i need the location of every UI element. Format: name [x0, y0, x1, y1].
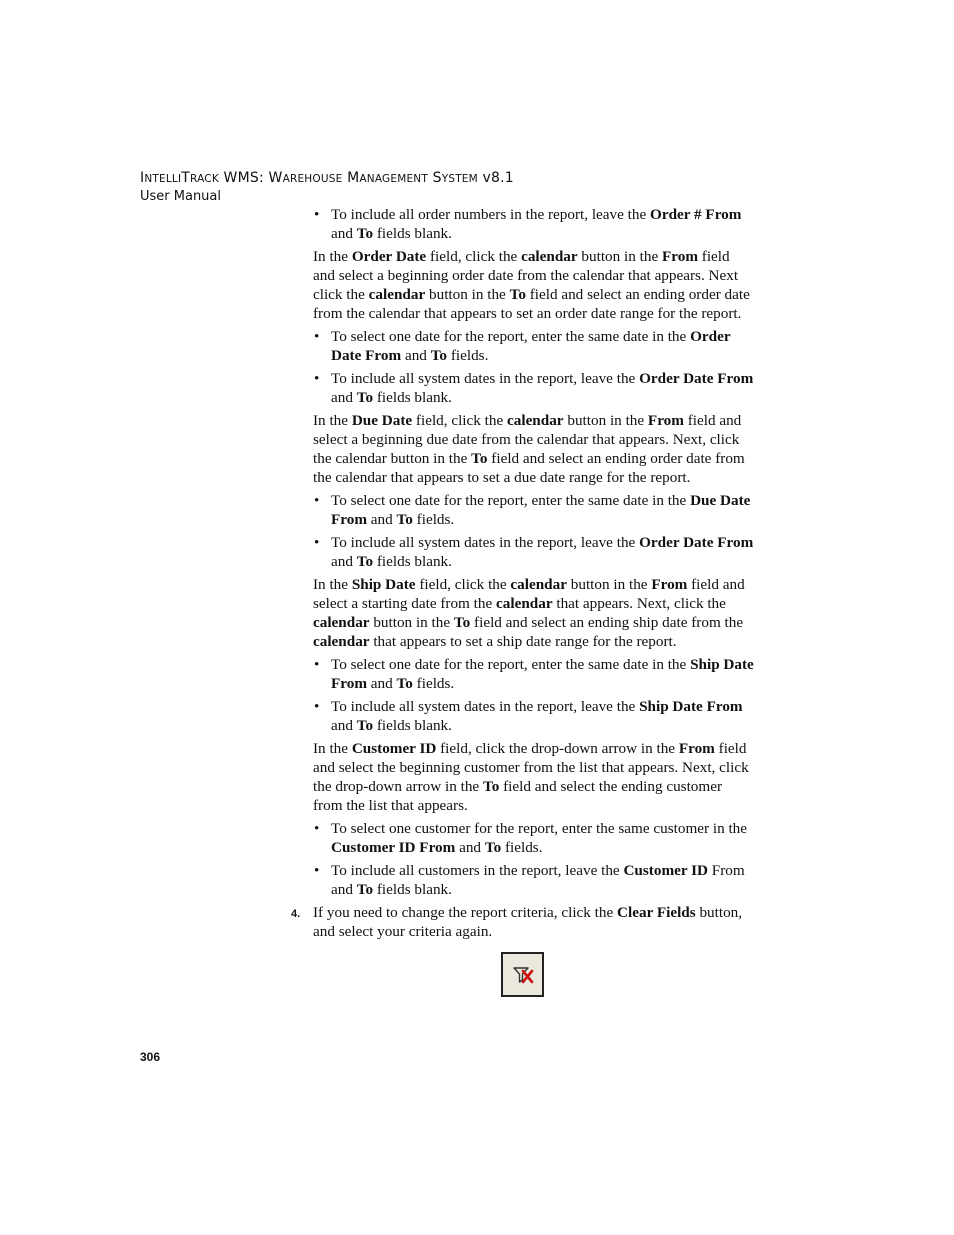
header-title: INTELLITRACK WMS: WAREHOUSE MANAGEMENT SYSTEM v8.1 — [140, 170, 514, 186]
clear-fields-icon — [501, 952, 544, 997]
paragraph-due-date: In the Due Date field, click the calendar button in the From field and select a beginning due date from the calendar that appears. Next, click the calendar button in the To field and select an ending order date from the calendar that appears to set a due date range for the report. — [313, 412, 745, 486]
bullet-order-numbers: • To include all order numbers in the report, leave the Order # From and To fields blank. — [314, 206, 742, 242]
body-text — [291, 205, 755, 945]
page-number: 306 — [140, 1050, 161, 1064]
bullet-customer-single: • To select one customer for the report, enter the same customer in the Customer ID From and To fields. — [314, 820, 748, 856]
bullet-ship-date-single: • To select one date for the report, enter the same date in the Ship Date From and To fields. — [314, 656, 754, 692]
bullet-due-date-single: • To select one date for the report, enter the same date in the Due Date From and To fields. — [314, 492, 751, 528]
paragraph-ship-date: In the Ship Date field, click the calendar button in the From field and select a starting date from the calendar that appears. Next, click the calendar button in the To field and select an ending ship date from the calendar that appears to set a ship date range for the report. — [313, 576, 745, 650]
clear-fields-button[interactable] — [501, 952, 544, 997]
step-4: 4. If you need to change the report criteria, click the Clear Fields button, and select your criteria again. — [291, 904, 743, 940]
step-number: 4. — [291, 908, 301, 920]
bullet-ship-date-all: • To include all system dates in the report, leave the Ship Date From and To fields blank. — [314, 698, 743, 734]
bullet-order-date-all: • To include all system dates in the report, leave the Order Date From and To fields blank. — [314, 370, 754, 406]
bullet-due-date-all: • To include all system dates in the report, leave the Order Date From and To fields blank. — [314, 534, 754, 570]
paragraph-order-date: In the Order Date field, click the calendar button in the From field and select a beginning order date from the calendar that appears. Next click the calendar button in the To field and select an ending order date from the calendar that appears to set an order date range for the report. — [313, 248, 750, 322]
bullet-order-date-single: • To select one date for the report, enter the same date in the Order Date From and To fields. — [314, 328, 731, 364]
paragraph-customer-id: In the Customer ID field, click the drop-down arrow in the From field and select the beginning customer from the list that appears. Next, click the drop-down arrow in the To field and select the ending customer from the list that appears. — [313, 740, 749, 814]
running-header — [140, 170, 514, 205]
bullet-customer-all: • To include all customers in the report, leave the Customer ID From and To fields blank. — [314, 862, 745, 898]
header-subtitle: User Manual — [140, 189, 222, 204]
